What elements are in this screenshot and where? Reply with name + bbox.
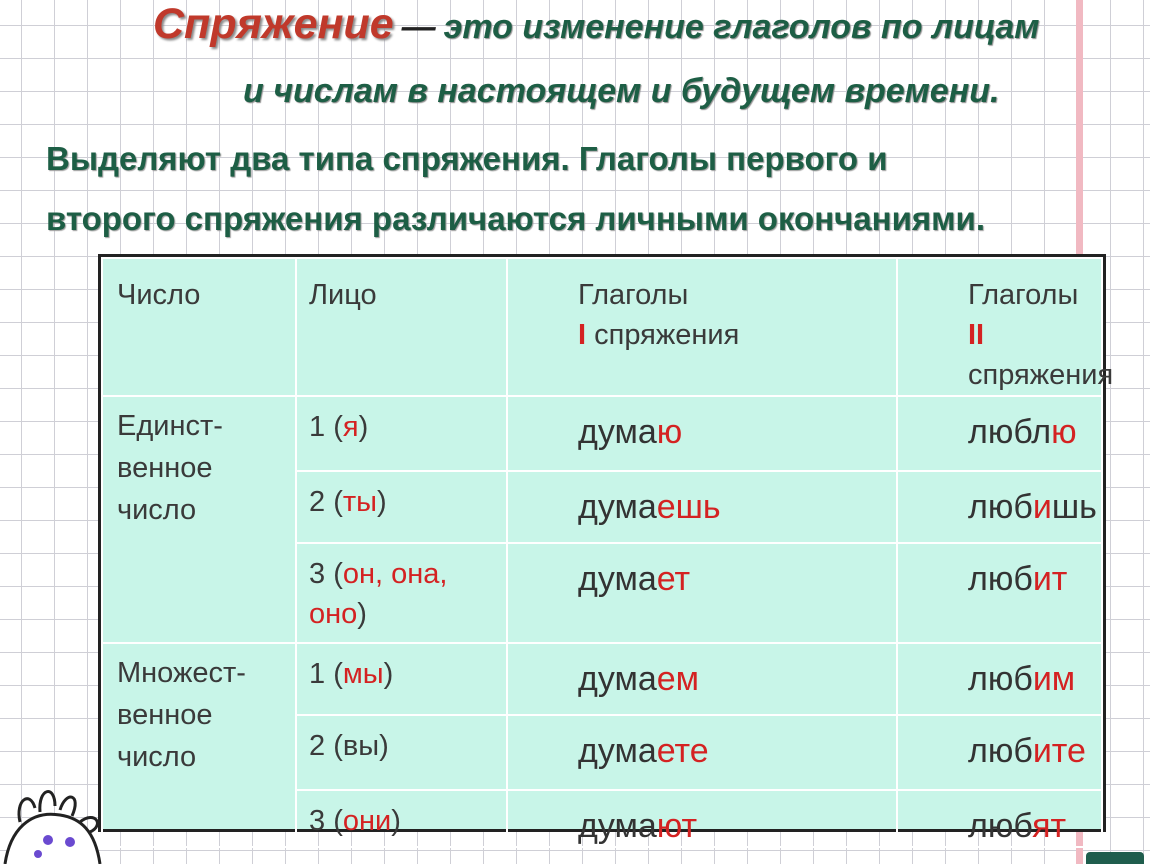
person-cell: 2 (вы) xyxy=(296,715,507,790)
table-row xyxy=(102,643,1102,715)
conjugation-table xyxy=(98,254,1114,845)
header-conj1-roman: I xyxy=(578,319,587,351)
header-conjugation-2 xyxy=(897,258,1114,396)
group-plural-line-2: венное xyxy=(117,699,213,731)
header-person: Лицо xyxy=(296,258,507,396)
person-cell: 2 (ты) xyxy=(296,471,507,543)
group-singular xyxy=(102,396,296,643)
group-plural xyxy=(102,643,296,847)
header-conjugation-1 xyxy=(507,258,897,396)
table-header-row xyxy=(102,258,1102,396)
verb-conj1: думает xyxy=(507,543,897,643)
heading-term: Спряжение xyxy=(153,0,394,48)
group-singular-line-3: число xyxy=(117,494,197,526)
header-conj2-roman: II xyxy=(968,319,985,351)
person-cell: 1 (мы) xyxy=(296,643,507,715)
verb-conj1: думаешь xyxy=(507,471,897,543)
heading-line-1 xyxy=(153,0,1039,49)
corner-decoration xyxy=(1086,852,1144,864)
person-cell: 1 (я) xyxy=(296,396,507,471)
verb-conj1: думают xyxy=(507,790,897,847)
verb-conj2: любят xyxy=(897,790,1102,847)
paragraph-line-2: второго спряжения различаются личными окончаниями. xyxy=(46,200,985,237)
person-cell: 3 (он, она, оно) xyxy=(296,543,507,643)
verb-conj2: любишь xyxy=(897,471,1102,543)
verb-conj1: думаете xyxy=(507,715,897,790)
header-conj1-word: Глаголы xyxy=(578,279,689,311)
header-conj1-label: спряжения xyxy=(594,319,740,351)
header-conj2-word: Глаголы xyxy=(968,279,1079,311)
heading-definition-1: это изменение глаголов по лицам xyxy=(443,8,1040,46)
heading-definition-2: и числам в настоящем и будущем времени. xyxy=(243,72,1000,110)
header-conj2-label: спряжения xyxy=(968,359,1114,391)
group-singular-line-2: венное xyxy=(117,452,213,484)
verb-conj2: любим xyxy=(897,643,1102,715)
cartoon-doodle-icon xyxy=(0,770,110,864)
paragraph-line-1: Выделяют два типа спряжения. Глаголы первого и xyxy=(46,140,888,177)
verb-conj2: люблю xyxy=(897,396,1102,471)
person-cell: 3 (они) xyxy=(296,790,507,847)
group-plural-line-3: число xyxy=(117,741,197,773)
verb-conj1: думаем xyxy=(507,643,897,715)
group-plural-line-1: Множест- xyxy=(117,657,246,689)
heading-dash: — xyxy=(401,8,436,46)
verb-conj2: любите xyxy=(897,715,1102,790)
table-row xyxy=(102,396,1102,471)
group-singular-line-1: Единст- xyxy=(117,410,223,442)
verb-conj2: любит xyxy=(897,543,1102,643)
verb-conj1: думаю xyxy=(507,396,897,471)
header-number: Число xyxy=(102,258,296,396)
